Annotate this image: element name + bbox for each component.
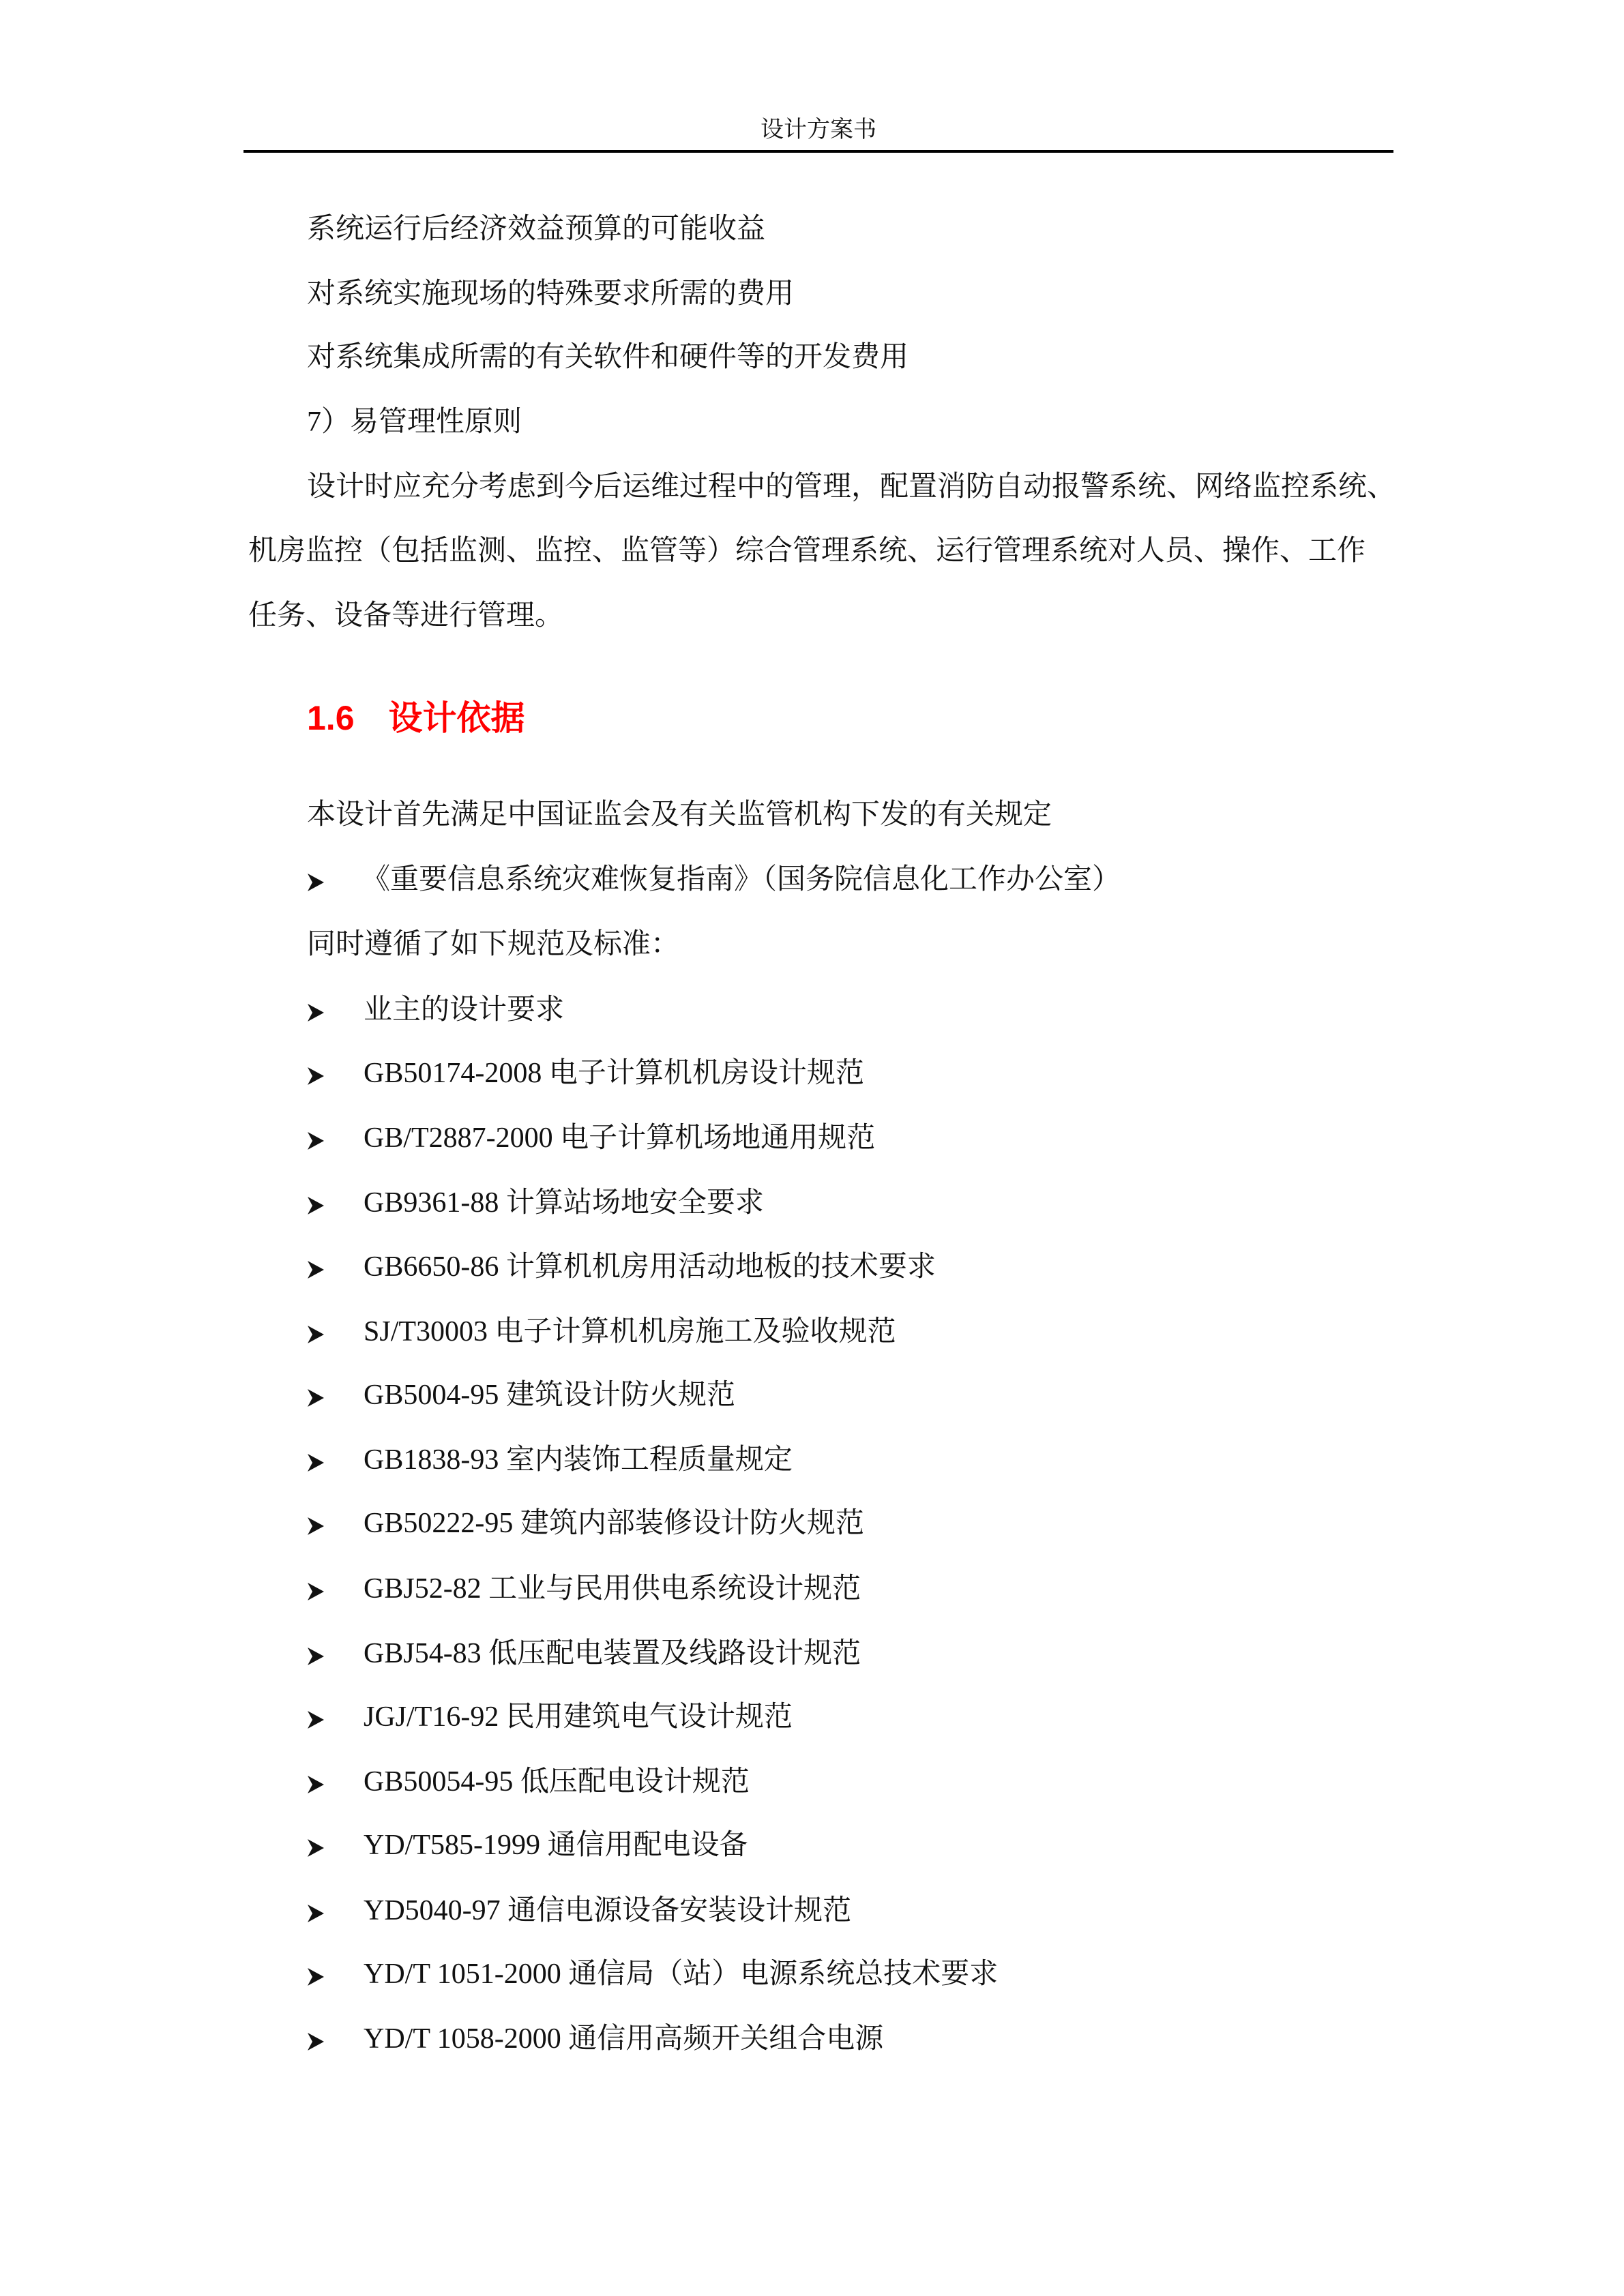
standard-item: YD/T 1058-2000 通信用高频开关组合电源 [364,2023,884,2055]
paragraph-line: 对系统实施现场的特殊要求所需的费用 [307,278,795,310]
arrow-bullet-icon [307,1557,325,1621]
standard-item: YD/T 1051-2000 通信局（站）电源系统总技术要求 [364,1958,999,1990]
standard-item: GB6650-86 计算机机房用活动地板的技术要求 [364,1251,936,1283]
arrow-bullet-icon [307,1491,325,1555]
standard-item: YD/T585-1999 通信用配电设备 [364,1830,748,1861]
arrow-bullet-icon [307,1622,325,1686]
section-number: 1.6 [307,699,355,737]
standard-item: SJ/T30003 电子计算机机房施工及验收规范 [364,1316,896,1347]
standard-item: GB9361-88 计算站场地安全要求 [364,1187,764,1219]
arrow-bullet-icon [307,1106,325,1170]
standard-item: GB50222-95 建筑内部装修设计防火规范 [364,1508,864,1539]
standard-item: GB5004-95 建筑设计防火规范 [364,1380,735,1411]
standard-item: GB50054-95 低压配电设计规范 [364,1766,750,1798]
paragraph-line: 7）易管理性原则 [307,406,522,438]
standard-item: GB1838-93 室内装饰工程质量规定 [364,1444,793,1476]
regulation-item: 《重要信息系统灾难恢复指南》（国务院信息化工作办公室） [361,864,1121,895]
arrow-bullet-icon [307,848,325,912]
standard-item: GBJ52-82 工业与民用供电系统设计规范 [364,1573,861,1605]
standard-item: YD5040-97 通信电源设备安装设计规范 [364,1895,852,1926]
arrow-bullet-icon [307,1942,325,2006]
arrow-bullet-icon [307,2007,325,2071]
paragraph-line: 系统运行后经济效益预算的可能收益 [307,213,766,245]
manageability-paragraph-line: 设计时应充分考虑到今后运维过程中的管理，配置消防自动报警系统、网络监控系统、 [307,471,1396,503]
arrow-bullet-icon [307,1428,325,1492]
arrow-bullet-icon [307,1041,325,1105]
arrow-bullet-icon [307,1813,325,1877]
arrow-bullet-icon [307,978,325,1042]
manageability-paragraph-line: 任务、设备等进行管理。 [248,600,564,631]
section-title: 设计依据 [388,699,525,737]
arrow-bullet-icon [307,1879,325,1943]
standards-intro: 同时遵循了如下规范及标准： [307,929,680,960]
arrow-bullet-icon [307,1685,325,1749]
arrow-bullet-icon [307,1235,325,1299]
standard-item: 业主的设计要求 [364,994,565,1026]
manageability-paragraph-line: 机房监控（包括监测、监控、监管等）综合管理系统、运行管理系统对人员、操作、工作 [248,535,1366,567]
standard-item: GB/T2887-2000 电子计算机场地通用规范 [364,1122,876,1154]
section-heading [307,697,525,739]
standard-item: JGJ/T16-92 民用建筑电气设计规范 [364,1701,793,1733]
header-rule [243,150,1393,153]
standard-item: GBJ54-83 低压配电装置及线路设计规范 [364,1638,861,1669]
arrow-bullet-icon [307,1300,325,1364]
page-header-title: 设计方案书 [761,117,876,143]
arrow-bullet-icon [307,1750,325,1814]
intro-text: 本设计首先满足中国证监会及有关监管机构下发的有关规定 [307,799,1052,831]
standard-item: GB50174-2008 电子计算机机房设计规范 [364,1058,864,1089]
arrow-bullet-icon [307,1171,325,1235]
arrow-bullet-icon [307,1363,325,1427]
paragraph-line: 对系统集成所需的有关软件和硬件等的开发费用 [307,342,909,373]
